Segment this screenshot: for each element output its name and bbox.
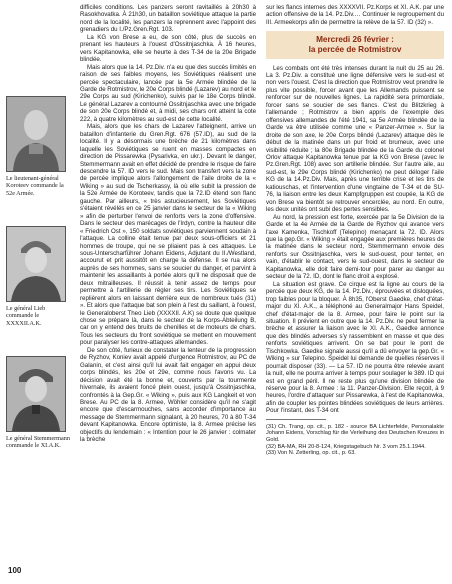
paragraph: Mais, alors que les chars de Lazarev l'atteignent, arrive un bataillon d'infanterie du Gren.Rgt. 676 (57.ID), au sud de la localité. Il y a désormais une brèche de 21 kilomètres dans laquelle les Soviétiques se ruent en masses compactes en direction de Pissarewka (Pysarivka, en ukr.). Devant le danger, Stemmermann avait en effet décidé de prendre le risque de faire descendre la 57. ID vers le sud. Mais son transfert vers la zone de percée implique alors l'allongement de l'aile droite de la « Wiking » au sud de Tscherkassy, là où elle subit la pression de la 52e Armée de Koroteev, tandis que la 72.ID étend son flanc gauche. Par ailleurs, « très astucieusement, les Soviétiques s'étaient révélés en ce 25 janvier dans le secteur de la « Wiking » afin de perturber l'envoi de renforts vers la zone d'offensive. Dans le secteur des marécages de l'Irdyn, contre la hauteur dite « Friedrich Ost », 150 soldats soviétiques parviennent soudain à l'attaque. La colline était tenue par deux sous-officiers et 21 hommes de troupe, qui ne se pliaient pas à ces attaques. Le sous-Unterscharführer Johann Eidens, Adjutant du II./Westland, accourut et prit aussitôt en charge la défense. Il se rua alors auprès de ses hommes, sans se soucier du danger, et parvint à maintenir les assaillants à portée alors qu'il ne disposait que de deux mitrailleuses. Il réussit à tenir assez de temps pour permettre à l'artillerie de régler ses tirs. Les Soviétiques se replièrent alors en laissant derrière eux de nombreux tués (31) ». Et alors que l'attaque bat son plein à l'est du saillant, à l'ouest, le Generaloberst Theo Lieb (XXXXII. A.K) se doute que quelque chose se prépare là, dans le secteur de la Korps-Abteilung B, car on y entend des bruits de chenilles et de moteurs de chars. Tous les secteurs du front soviétique se mettent en mouvement pour paralyser les contre-attaques allemandes. (80, 123, 256, 347)
portrait-stemmermann (6, 356, 78, 450)
portrait-caption: Le général Stemmermann commande le XI.A.K. (6, 435, 70, 450)
paragraph: difficiles conditions. Les panzers seront ravitaillés à 20h30 à Rasokhovatka. À 21h30, un bataillon soviétique attaque la partie nord de la localité, les panzers la reprennent avec l'appoint des grenadiers du I./Pz.Gren.Rgt. 103. (80, 4, 256, 34)
portrait-lieb (6, 226, 78, 327)
footnote: (31) Ch. Trang, op. cit., p. 182 - source BA Lichterfelde, Personalakte Johann Eidens, Vorschlag für die Verleihung des Deutschen Kreuzes in Gold. (266, 423, 444, 444)
section-heading (266, 31, 444, 58)
paragraph: La situation est grave. Ce cirque est la ligne au cours de la percée que deux KG, de la 14. Pz.Div., éprouvées et disloquées, trop faibles pour la bloquer. À 8h35, l'Oberst Gaedke, chef d'état-major du XI. A.K., a téléphoné au Generalmajor Hans Speidel, chef d'état-major de la 8. Armee, pour faire le point sur la situation. Il prévient en outre que la 14. Pz.Div. ne peut fermer la brèche et assurer la liaison avec le XI. A.K., Gaedke annonce que des blindés adverses s'y rassemblent en masse et que des renforts soviétiques arrivent. On se bat pour le pont de Tischkowka. Gaedke signale aussi qu'il a dû envoyer la gep.Gr. « Wiking » sur Telepino. Speidel lui demande de quelles réserves il pourrait disposer (33). — La 57. ID ne pourra être relevée avant la nuit, elle ne pourra arriver à temps pour soulager le 389. ID qui est en grand péril. Il ne reste plus qu'une division blindée de réserve pour la 8. Armee : la 11. Panzer-Division. Elle reçoit, à 9 heures, l'ordre d'attaquer sur Pissarewka, à l'est de Kapitanowka, afin de coupler les pointes blindées soviétiques de leurs arrières. Pour l'instant, des T-34 ont (266, 280, 444, 415)
paragraph: sur les flancs internes des XXXXVII. Pz.Korps et XI. A.K. par une action offensive de la 14. Pz.Div.… Continuer le regroupement du III. Armeekorps afin de permettre la relève de la 57. ID (32) ». (266, 4, 444, 26)
section-title: la percée de Rotmistrov (308, 44, 402, 54)
footnote: (32) BA-MA, RH 20-8-124, Kriegstagebuch Nr. 3 vom 25.1.1944. (266, 443, 426, 450)
portrait-photo (6, 96, 66, 172)
portrait-caption: Le lieutenant-général Koroteev commande la 52e Armée. (6, 175, 64, 197)
footnote: (33) Von N. Zetterling, op. cit., p. 63. (266, 450, 356, 457)
paragraph: Les combats ont été très intenses durant la nuit du 25 au 26. La 3. Pz.Div. a constitué une ligne défensive vers le sud-est et non vers l'ouest. C'est la direction que Rotmistrov veut prendre le plus vite possible, forcer avant que les Allemands puissent se renforcer sur de nouvelles lignes. La rapidité sera primordiale, forcer sans se soucier de ses flancs. C'est du Blitzkrieg à l'allemande ; Rotmistrov a bien appris de l'exemple des offensives allemandes de l'été 1941, sa 5e Armée blindée de la Garde va être utilisée comme une « Panzer-Armee ». Sur la droite de son axe, le 20e Corps blindé (Lazarev) attaque dès le début de la matinée dans un pur froid et brumeux, avec une visibilité réduite ; la 80e Brigade blindée de la Garde du colonel Orlov attaque Kapitanowka tenue par la KG von Brese (avec le Pz.Gren.Rgt. 108) avec son artillerie blindée. Sur l'autre aile, au sud-est, le 29e Corps blindé (Kirichenko) ne peut déloger l'aile KG de la 14.Pz.Div. Mais, après une terrible crise et les tirs de katiouschas, et l'intervention d'une vingtaine de T-34 et de SU-76, la liaison entre les deux Kampfgruppen est coupée, la KG de von Brese va bientôt se retrouver encerclée, au nord. En outre, les deux unités ont subi des pertes sensibles. (266, 64, 444, 214)
portrait-photo (6, 356, 66, 432)
section-date: Mercredi 26 février : (316, 35, 394, 45)
footnote-divider (266, 419, 326, 420)
paragraph: Au nord, la pression est forte, exercée par la 5e Division de la Garde et la 4e Armée de la Garde de Ryzhov qui avance vers l'axe Kamenka, Tischkoff (Telepino) menaçant la 72. ID. Alors que la gep.Gr. « Wiking » était engagée aux premières heures de la matinée dans le secteur nord, Stemmermann envoie des renforts sur Ossitnjaschka, vers le sud-ouest, pour tenter, en vain, d'établir le contact, vers le sud-ouest, dans le secteur de Kapitanowka, elle doit faire demi-tour pour parer au danger au secteur de la 72. ID, dont le flanc droit a explosé. (266, 213, 444, 281)
text-column-left (80, 4, 256, 444)
paragraph: Mais alors que la 14. Pz.Div. n'a eu que des succès limités en raison de ses faibles moyens, les Soviétiques réalisent une percée spectaculaire, lancée par la 5e Armée blindée de la Garde de Rotmistrov, le 20e Corps blindé (Lazarev) au nord et le 29e Corps au sud (Kirichenko), suivis par le 18e Corps blindé. Le général Lazarev a contourné Ossitnjaschka avec une brigade de son 20e Corps blindé et, à midi, ses chars ont atteint la cote 222, à quatre kilomètres au sud-est de cette localité. (80, 63, 257, 123)
paragraph: La KG von Brese a eu, de son côté, plus de succès en prenant les hauteurs à l'ouest d'Ossitnjaschka. À 16 heures, vers Kapitanowka, elle se heurte à des T-34 de la 20e Brigade blindée. (80, 33, 256, 64)
footnotes (266, 424, 444, 457)
portrait-koroteev (6, 96, 78, 197)
portrait-photo (6, 226, 66, 302)
portrait-caption: Le général Lieb commande le XXXXII.A.K. (6, 305, 46, 327)
text-column-right (266, 4, 444, 457)
page-number: 100 (8, 566, 22, 575)
paragraph: De son côté, furieux de constater la lenteur de la progression de Ryzhov, Koniev avait appelé d'urgence Rotmistrov, au PC de Galanin, et c'est ainsi qu'il lui avait fait engager en appui deux corps blindés, les 20e et 29e, comme nous l'avons vu. La décision avait été la bonne et, couverts par la tourmente hivernale, ils avaient foncé plein ouest, jusqu'à Ossitnjaschka, confrontés à la Gep.Gr. « Wiking », puis aux KG Langkeit et von Brese. Au PC de la 8. Armee, Wöhler considère qu'il ne s'agit encore que d'escarmouches, sans accorder d'importance au message de Stemmermann signalant, à 20 heures, 70 à 80 T-34 devant Kapitanowka. Encore optimiste, la 8. Armee précise les objectifs du lendemain : « Intention pour le 26 janvier : colmater la brèche (80, 346, 256, 444)
portrait-silhouette (7, 357, 65, 431)
portrait-silhouette (7, 227, 65, 301)
portrait-silhouette (7, 97, 65, 171)
